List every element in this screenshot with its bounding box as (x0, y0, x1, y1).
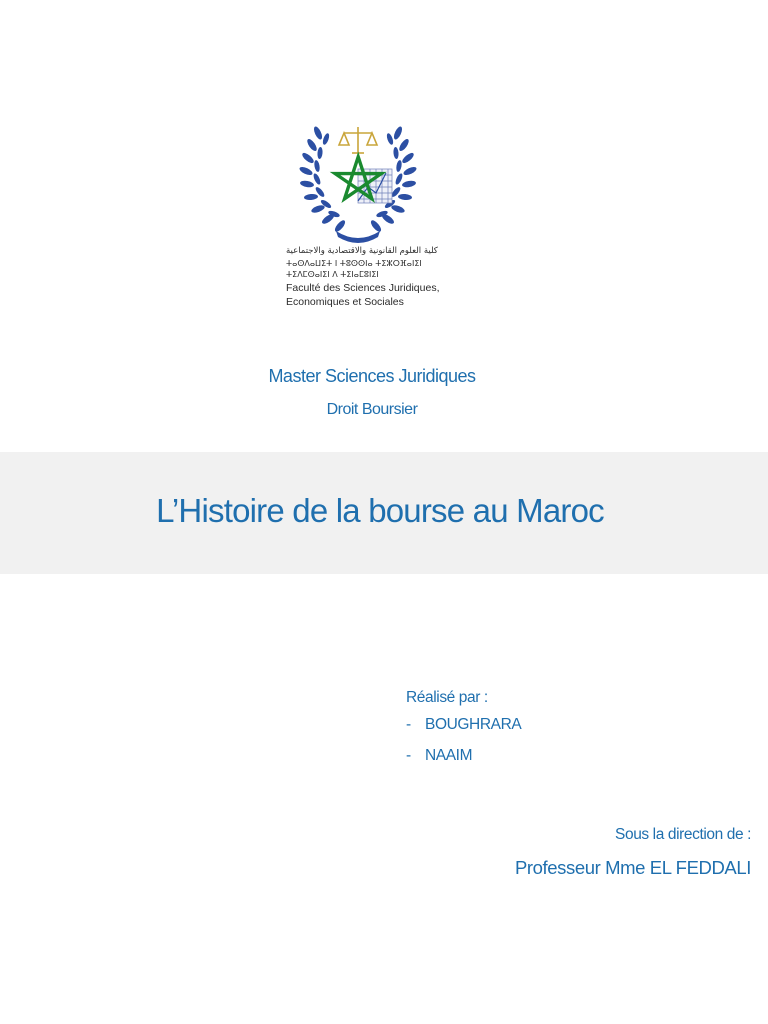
list-item (406, 740, 521, 771)
list-item (406, 709, 521, 740)
author-name: NAAIM (425, 747, 473, 764)
laurel-left-icon (298, 125, 346, 233)
faculty-name-tifinagh-1: ⵜⴰⵙⴷⴰⵡⵉⵜ ⵏ ⵜⵓⵙⵙⵏⴰ ⵜⵉⵣⵔⴼⴰⵏⵉⵏ (286, 259, 422, 268)
program-name: Master Sciences Juridiques (268, 366, 476, 386)
bullet-dash: - (406, 747, 411, 764)
authors-list (406, 709, 521, 771)
faculty-name (286, 244, 446, 308)
faculty-name-french-1: Faculté des Sciences Juridiques, (286, 282, 440, 294)
supervision-label: Sous la direction de : (615, 826, 751, 843)
faculty-name-french-2: Economiques et Sociales (286, 296, 404, 308)
document-title: L’Histoire de la bourse au Maroc (156, 492, 604, 529)
program-specialty: Droit Boursier (326, 401, 418, 418)
authors-block (406, 687, 521, 771)
authors-label: Réalisé par : (406, 689, 488, 706)
faculty-name-tifinagh-2: ⵜⵉⴷⵎⵙⴰⵏⵉⵏ ⴷ ⵜⵉⵏⴰⵎⵓⵏⵉⵏ (286, 270, 379, 279)
scale-of-justice-icon (339, 127, 377, 153)
ribbon-icon (336, 231, 380, 243)
supervisor-name: Professeur Mme EL FEDDALI (514, 857, 751, 878)
author-name: BOUGHRARA (425, 716, 522, 733)
supervision-block (515, 823, 751, 883)
faculty-emblem-icon (274, 113, 442, 253)
faculty-name-arabic: كلية العلوم القانونية والاقتصادية والاجتماعية (286, 246, 438, 256)
bullet-dash: - (406, 716, 411, 733)
